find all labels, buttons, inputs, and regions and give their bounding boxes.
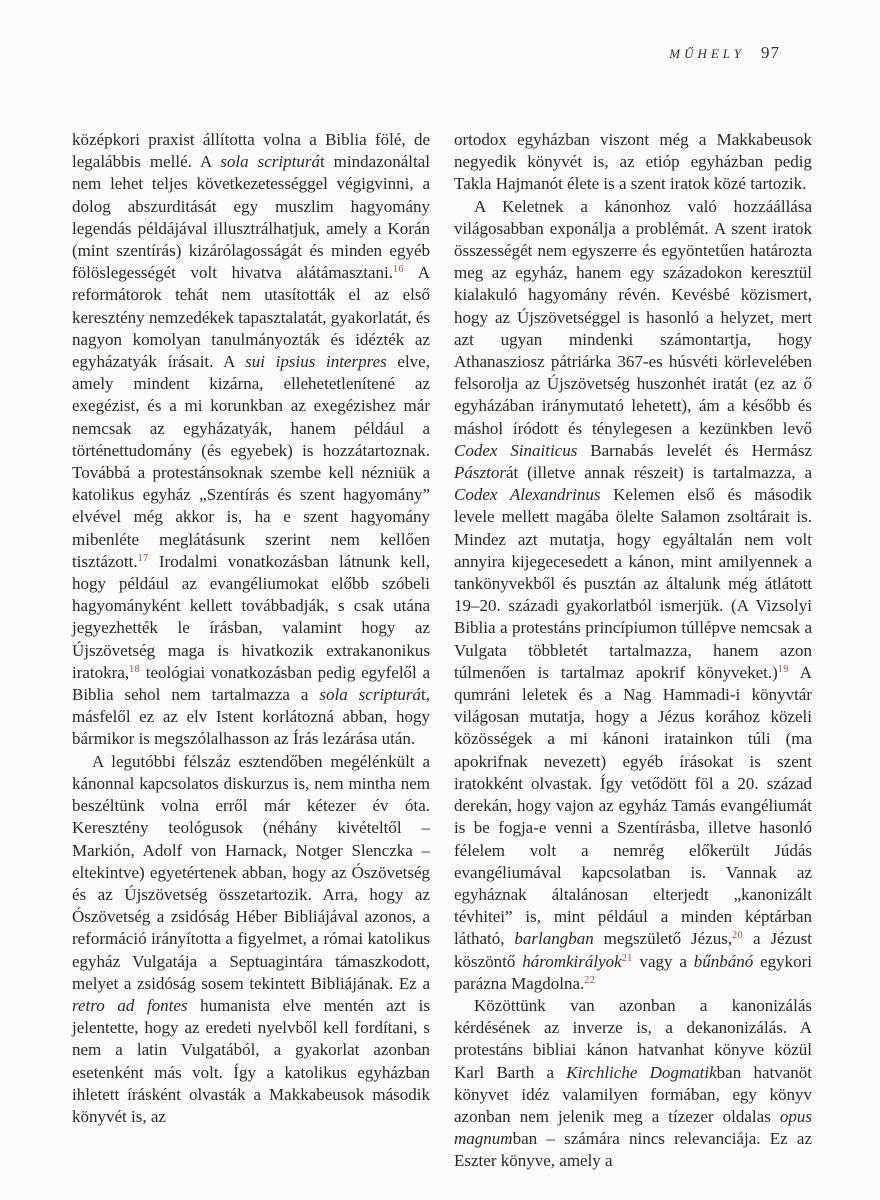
italic-text: barlangban [514,929,594,949]
paragraph [72,129,430,751]
italic-text: Codex Alexandrinus [454,485,601,505]
text-body [72,129,812,1173]
paragraph [454,129,812,196]
column-left [72,129,430,1173]
italic-text: Kirchliche Dogmatik [566,1062,717,1082]
body-text: a Jézust köszöntő [454,929,812,971]
body-text: humanista elve mentén azt is jelentette, hogy az eredeti nyelvből kell fordítani, s nem a latin Vulgatából, a gyakorlat azonban esetenként más volt. Így a katolikus egyházban ihletett írásként olvasták a Makkabeusok második könyvét is, az [72,995,430,1126]
italic-text: opus magnum [454,1106,812,1149]
body-text: elve, amely mindent kizárna, ellehetetlenítené az exegézist, és a mi korunkban az exegézishez már nemcsak az egyházatyák, hanem például a történettudomány (és egyebek) is hozzátartoznak. Továbbá a protestánsoknak szembe kell nézniük a katolikus egyház „Szentírás és szent hagyomány” elvével még akkor is, ha e szent hagyomány mibenléte meglátásunk szerint nem kellően tisztázott. [72,352,430,571]
body-text: A qumráni leletek és a Nag Hammadi-i könyvtár világosan mutatja, hogy a Jézus korához közeli közösségek a mi kánoni iratainkon túli (ma apokrifnak nevezett) egyéb írásokat is szent iratokként olvastak. Így vetődött föl a 20. század derekán, hogy vajon az egyház Tamás evangéliumát is be fogja-e venni a Szentírásba, illetve hasonló félelem volt a nemrég előkerült Júdás evangéliumával kapcsolatban is. Vannak az egyháznak általánosan elterjedt „kanonizált tévhitei” is, mint például a minden képtárban látható, [454,662,813,949]
footnote-marker: 21 [621,952,633,964]
footnote-marker: 18 [129,663,141,675]
body-text: t, másfelől ez az elv Istent korlátozná abban, hogy bármikor is megszólalhasson az Írás lezárása után. [72,685,430,749]
italic-text: retro ad fontes [72,995,188,1015]
italic-text: sui ipsius interpres [245,352,387,372]
body-text: középkori praxist állította volna a Biblia fölé, de legalábbis mellé. A [72,130,430,172]
footnote-marker: 16 [393,264,405,276]
italic-text: Codex Sinaiticus [454,440,578,460]
page-number: 97 [761,43,780,62]
paragraph [454,995,812,1173]
italic-text: sola scripturá [319,685,422,705]
body-text: ortodox egyházban viszont még a Makkabeusok negyedik könyvét is, az etióp egyházban pedig Takla Hajmanót élete is a szent iratok közé tartozik. [454,130,812,194]
footnote-marker: 22 [584,974,596,986]
body-text: Közöttünk van azonban a kanonizálás kérdésének az inverze is, a dekanonizálás. A protestáns bibliai kánon hatvanhat könyve közül Karl Barth a [454,995,812,1082]
italic-text: háromkirályok [522,951,622,971]
footnote-marker: 20 [732,930,744,942]
body-text: ban hatvanöt könyvet idéz valamilyen formában, egy könyv azonban nem jelenik meg a tízezer oldalas [454,1062,812,1126]
column-right [454,129,812,1173]
body-text: Kelemen első és második levele mellett magába ölelte Salamon zsoltárait is. Mindez azt mutatja, hogy egyáltalán nem volt annyira kijegecesedett a kánon, mint amilyennek a tankönyvekből és pusztán az általunk még átlátott 19–20. századi gyakorlatból ismerjük. (A Vizsolyi Biblia a protestáns princípiumon túllépve nemcsak a Vulgata többletét tartalmazza, hanem azon túlmenően is tartalmaz apokrif könyveket.) [454,485,813,682]
italic-text: bűnbánó [693,951,754,971]
body-text: A reformátorok tehát nem utasították el az első keresztény nemzedékek tapasztalatát, gyakorlatát, és nagyon komolyan tanulmányozták és idézték az egyházatyák írásait. A [72,263,430,372]
body-text: t mindazonáltal nem lehet teljes következetességgel végigvinni, a dolog abszurditását egy muszlim hagyomány legendás példájával illusztrálhatjuk, amely a Korán (mint szentírás) kizárólagosságát és minden egyéb fölöslegességét volt hivatva alátámasztani. [72,152,430,283]
body-text: megszülető Jézus, [593,929,733,949]
footnote-marker: 19 [777,663,789,675]
body-text: vagy a [632,951,694,971]
body-text: Irodalmi vonatkozásban látnunk kell, hogy például az evangéliumokat előbb szóbeli hagyományként kellett továbbadják, s csak utána jegyezhették le írásban, valamint hogy az Újszövetség maga is hivatkozik extrakanonikus iratokra, [72,551,430,682]
body-text: Barnabás levelét és Hermász [577,440,812,460]
body-text: egykori parázna Magdolna. [454,951,813,993]
section-label: MŰHELY [669,46,745,61]
body-text: teológiai vonatkozásban pedig egyfelől a Biblia sehol nem tartalmazza a [72,662,430,705]
italic-text: sola scripturá [220,152,320,172]
paragraph [454,196,812,995]
body-text: át (illetve annak részeit) is tartalmazza, a [505,463,812,483]
body-text: ban – számára nincs relevanciája. Ez az Eszter könyve, amely a [454,1129,812,1171]
page-header [669,43,780,63]
body-text: A Keletnek a kánonhoz való hozzáállása világosabban exponálja a problémát. A szent iratok összességét nem egyszerre és egyöntetűen határozta meg az egyház, hanem egy századokon keresztül kialakuló hagyomány révén. Kevésbé közismert, hogy az Újszövetséggel is hasonló a helyzet, mert azt ugyan mindenki számontartja, hogy Athanasziosz pátriárka 367-es húsvéti körlevelében felsorolja az Újszövetség huszonhét iratát (ez az ő egyházában iránymutató lehetett), ám a később és máshol íródott és ténylegesen a kezünkben levő [454,196,812,438]
paragraph [72,751,430,1128]
italic-text: Pásztor [454,463,506,483]
body-text: A legutóbbi félszáz esztendőben megélénkült a kánonnal kapcsolatos diskurzus is, nem mintha nem beszéltünk volna erről már kétezer év óta. Keresztény teológusok (néhány kivételtől – Markión, Adolf von Harnack, Notger Slenczka – eltekintve) egyetértenek abban, hogy az Ószövetség és az Újszövetség összetartozik. Arra, hogy az Ószövetség a zsidóság Héber Bibliájával azonos, a reformáció irányította a figyelmet, a római katolikus egyház Vulgatája a Septuagintára támaszkodott, melyet a zsidóság sosem tekintett Bibliájának. Ez a [72,751,430,993]
footnote-marker: 17 [137,552,149,564]
